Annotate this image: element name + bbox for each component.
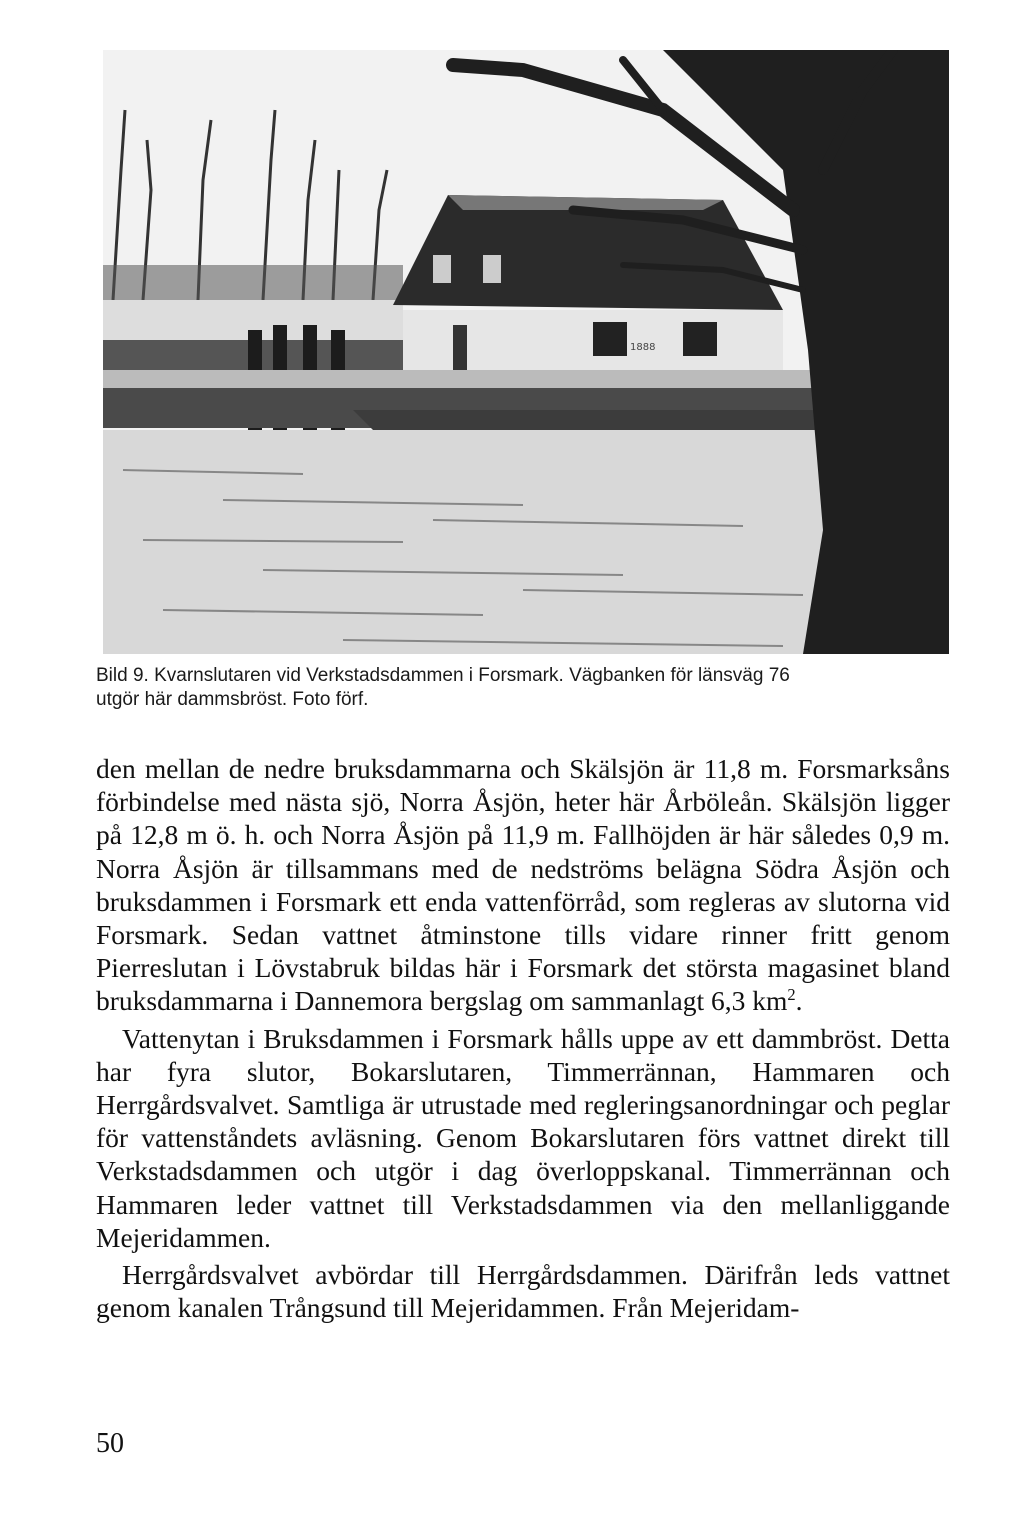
paragraph <box>96 752 950 1018</box>
photo-illustration <box>103 50 949 654</box>
body-text <box>96 752 950 1324</box>
photograph-mill-sluice <box>103 50 949 654</box>
superscript: 2 <box>787 985 796 1005</box>
page-number: 50 <box>96 1428 124 1459</box>
paragraph: Herrgårdsvalvet avbördar till Herrgårdsdammen. Därifrån leds vattnet genom kanalen Trångsund till Mejeridammen. Från Mejeridam- <box>96 1259 950 1324</box>
figure-caption <box>96 664 950 712</box>
paragraph-text: den mellan de nedre bruksdammarna och Skälsjön är 11,8 m. Forsmarksåns förbindelse med nästa sjö, Norra Åsjön, heter här Årböleån. Skälsjön ligger på 12,8 m ö. h. och Norra Åsjön på 11,9 m. Fallhöjden är här således 0,9 m. Norra Åsjön är tillsammans med de nedströms belägna Södra Åsjön och bruksdammen i Forsmark ett enda vattenförråd, som regleras av slutorna vid Forsmark. Sedan vattnet åtminstone tills vidare rinner fritt genom Pierreslutan i Lövstabruk bildas här i Forsmark det största magasinet bland bruksdammarna i Dannemora bergslag om sammanlagt 6,3 km <box>96 753 950 1017</box>
caption-line-2: utgör här dammsbröst. Foto förf. <box>96 689 369 710</box>
caption-line-1: Bild 9. Kvarnslutaren vid Verkstadsdammen i Forsmark. Vägbanken för länsväg 76 <box>96 665 790 686</box>
paragraph: Vattenytan i Bruksdammen i Forsmark hålls uppe av ett dammbröst. Detta har fyra slutor, Bokarslutaren, Timmerrännan, Hammaren och Herrgårdsvalvet. Samtliga är utrustade med regleringsanordningar och peglar för vattenståndets avläsning. Genom Bokarslutaren förs vattnet direkt till Verkstadsdammen och utgör i dag överloppskanal. Timmerrännan och Hammaren leder vattnet till Verkstadsdammen via den mellanliggande Mejeridammen. <box>96 1022 950 1253</box>
building-sign-year: 1888 <box>630 342 656 353</box>
paragraph-tail: . <box>795 985 803 1017</box>
